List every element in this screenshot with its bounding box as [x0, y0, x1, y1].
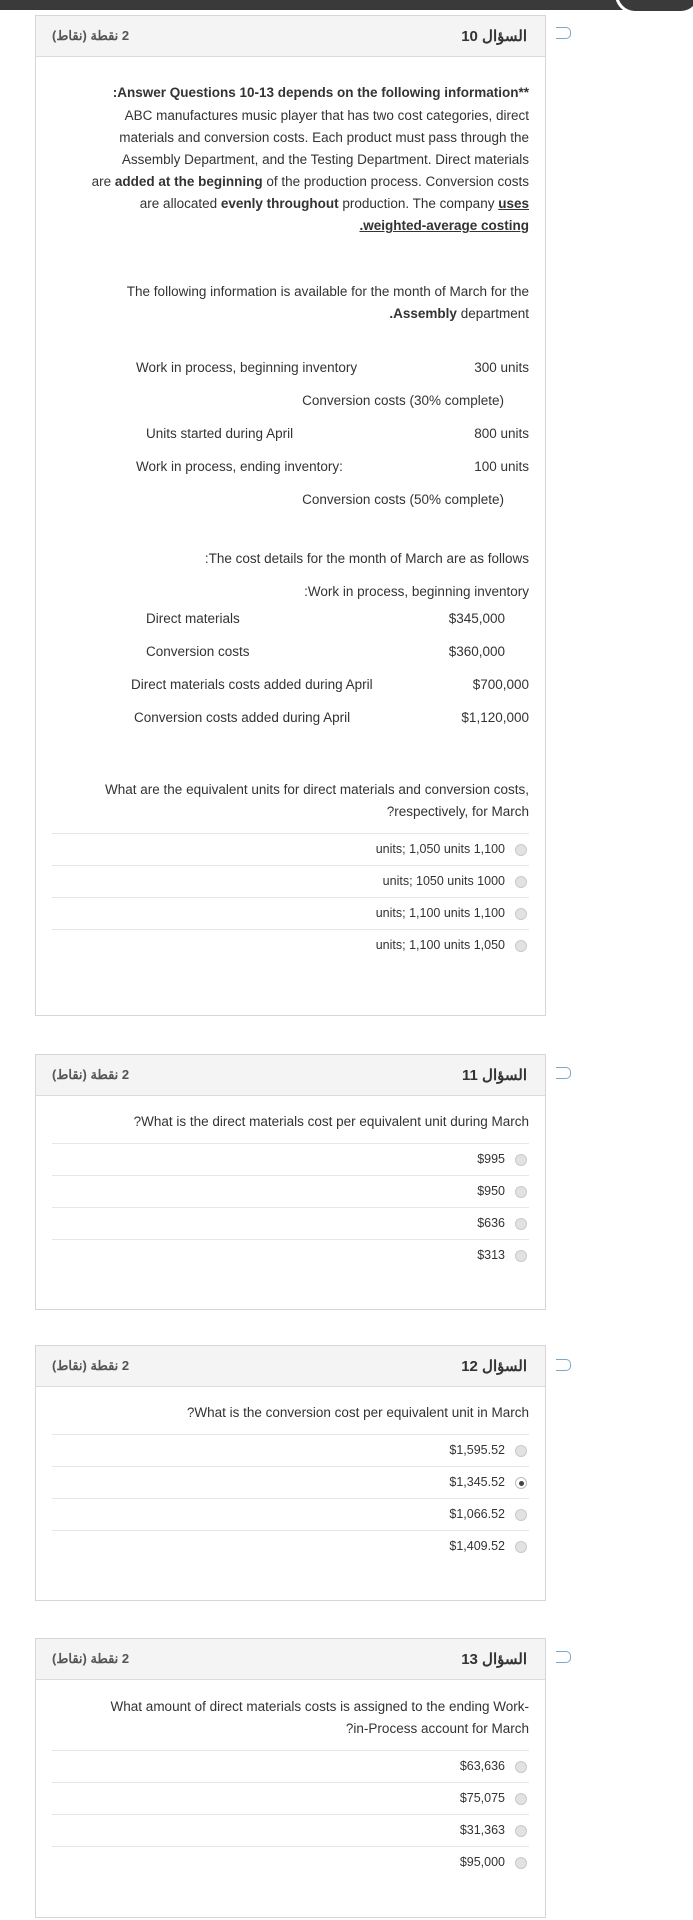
question-13-header — [36, 1639, 545, 1680]
row-label: Conversion costs — [146, 644, 250, 659]
option-label: units; 1,100 units 1,050 — [375, 938, 505, 952]
question-11-card — [35, 1054, 546, 1310]
answer-options — [52, 1434, 529, 1562]
row-value: 800 units — [474, 426, 529, 441]
question-points: 2 نقطة (نقاط) — [52, 1358, 130, 1373]
answer-option[interactable] — [52, 1207, 529, 1239]
answer-option[interactable] — [52, 1846, 529, 1878]
question-text: ?in-Process account for March — [345, 1721, 529, 1736]
intro-heading: :Answer Questions 10-13 depends on the following information** — [112, 85, 529, 100]
radio-button[interactable] — [515, 1825, 527, 1837]
question-title: السؤال 11 — [462, 1067, 527, 1084]
intro-paragraph — [52, 105, 529, 237]
radio-button[interactable] — [515, 1761, 527, 1773]
question-13-card — [35, 1638, 546, 1918]
question-10-header — [36, 16, 545, 57]
answer-option[interactable] — [52, 1530, 529, 1562]
option-label: units; 1,050 units 1,100 — [375, 842, 505, 856]
question-12-header — [36, 1346, 545, 1387]
answer-option[interactable] — [52, 865, 529, 897]
answer-option[interactable] — [52, 1175, 529, 1207]
answer-option[interactable] — [52, 1239, 529, 1271]
radio-button[interactable] — [515, 1218, 527, 1230]
row-value: $345,000 — [448, 611, 505, 626]
question-11-header — [36, 1055, 545, 1096]
cost-row — [52, 636, 529, 669]
question-title: السؤال 10 — [461, 28, 527, 45]
radio-button[interactable] — [515, 940, 527, 952]
radio-button[interactable] — [515, 1445, 527, 1457]
row-label: Work in process, ending inventory: — [136, 459, 343, 474]
cost-table — [52, 603, 529, 735]
row-value: 300 units — [474, 360, 529, 375]
intro-line: ABC manufactures music player that has two cost categories, direct — [124, 108, 529, 123]
top-bar-pill — [615, 0, 693, 14]
option-label: $1,066.52 — [449, 1507, 505, 1521]
text: of the production process. Conversion costs — [262, 174, 529, 189]
row-value: $360,000 — [448, 644, 505, 659]
question-text: What amount of direct materials costs is assigned to the ending Work- — [110, 1699, 529, 1714]
radio-button[interactable] — [515, 1793, 527, 1805]
production-row — [52, 451, 529, 484]
question-text: ?What is the conversion cost per equivalent unit in March — [186, 1405, 529, 1420]
production-row — [52, 352, 529, 385]
intro-line — [52, 193, 529, 215]
option-label: $75,075 — [459, 1791, 505, 1805]
answer-options — [52, 833, 529, 961]
radio-button[interactable] — [515, 1250, 527, 1262]
row-value: $700,000 — [472, 677, 529, 692]
answer-option-selected[interactable] — [52, 1466, 529, 1498]
flag-question-13-icon[interactable] — [556, 1651, 571, 1663]
production-row — [52, 385, 529, 418]
option-label: $63,636 — [459, 1759, 505, 1773]
question-10-card — [35, 15, 546, 1016]
row-label: Units started during April — [146, 426, 294, 441]
option-label: $995 — [477, 1152, 505, 1166]
answer-options — [52, 1750, 529, 1878]
radio-button[interactable] — [515, 844, 527, 856]
answer-option[interactable] — [52, 1143, 529, 1175]
cost-row — [52, 603, 529, 636]
option-label: $31,363 — [459, 1823, 505, 1837]
question-title: السؤال 12 — [461, 1358, 527, 1375]
radio-button[interactable] — [515, 1541, 527, 1553]
radio-button[interactable] — [515, 908, 527, 920]
question-text: ?What is the direct materials cost per equivalent unit during March — [133, 1114, 529, 1129]
production-table — [52, 352, 529, 517]
option-label: $636 — [477, 1216, 505, 1230]
cost-subheading: :Work in process, beginning inventory — [304, 584, 529, 599]
flag-question-10-icon[interactable] — [556, 27, 571, 39]
answer-option[interactable] — [52, 1434, 529, 1466]
production-row — [52, 418, 529, 451]
radio-button[interactable] — [515, 1509, 527, 1521]
answer-options — [52, 1143, 529, 1271]
answer-option[interactable] — [52, 1782, 529, 1814]
option-label: $950 — [477, 1184, 505, 1198]
row-label: Work in process, beginning inventory — [136, 360, 358, 375]
row-label: Conversion costs added during April — [134, 710, 351, 725]
flag-question-11-icon[interactable] — [556, 1067, 571, 1079]
radio-button[interactable] — [515, 1186, 527, 1198]
question-points: 2 نقطة (نقاط) — [52, 1067, 130, 1082]
row-label: Direct materials costs added during April — [131, 677, 373, 692]
row-value: Conversion costs (50% complete) — [302, 492, 504, 507]
answer-option[interactable] — [52, 929, 529, 961]
question-points: 2 نقطة (نقاط) — [52, 1651, 130, 1666]
bold-text: added at the beginning — [114, 174, 263, 189]
production-row — [52, 484, 529, 517]
option-label: $313 — [477, 1248, 505, 1262]
cost-heading: :The cost details for the month of March are as follows — [204, 551, 529, 566]
underlined-text: uses — [498, 196, 529, 211]
answer-option[interactable] — [52, 833, 529, 865]
cost-row — [52, 669, 529, 702]
radio-button[interactable] — [515, 1154, 527, 1166]
option-label: $95,000 — [459, 1855, 505, 1869]
cost-row — [52, 702, 529, 735]
text: are allocated — [139, 196, 221, 211]
text: department — [456, 306, 529, 321]
question-text: What are the equivalent units for direct materials and conversion costs, — [105, 782, 529, 797]
bold-text: evenly throughout — [220, 196, 339, 211]
answer-option[interactable] — [52, 1814, 529, 1846]
info-line: The following information is available for the month of March for the — [126, 284, 529, 299]
intro-line — [52, 171, 529, 193]
bold-text: .Assembly — [389, 306, 457, 321]
row-value: 100 units — [474, 459, 529, 474]
row-label: Direct materials — [146, 611, 240, 626]
underlined-text: .weighted-average costing — [359, 218, 529, 233]
answer-option[interactable] — [52, 1498, 529, 1530]
info-line — [52, 303, 529, 325]
option-label: $1,595.52 — [449, 1443, 505, 1457]
question-text: ?respectively, for March — [386, 804, 529, 819]
answer-option[interactable] — [52, 897, 529, 929]
radio-button[interactable] — [515, 1857, 527, 1869]
question-12-card — [35, 1345, 546, 1601]
flag-question-12-icon[interactable] — [556, 1359, 571, 1371]
option-label: $1,409.52 — [449, 1539, 505, 1553]
row-value: $1,120,000 — [461, 710, 529, 725]
row-value: Conversion costs (30% complete) — [302, 393, 504, 408]
intro-line: Assembly Department, and the Testing Department. Direct materials — [121, 152, 529, 167]
text: are — [91, 174, 115, 189]
question-points: 2 نقطة (نقاط) — [52, 28, 130, 43]
intro-line: materials and conversion costs. Each product must pass through the — [119, 130, 529, 145]
answer-option[interactable] — [52, 1750, 529, 1782]
radio-button[interactable] — [515, 876, 527, 888]
option-label: $1,345.52 — [449, 1475, 505, 1489]
intro-line — [52, 215, 529, 237]
question-title: السؤال 13 — [461, 1651, 527, 1668]
option-label: units; 1050 units 1000 — [382, 874, 505, 888]
option-label: units; 1,100 units 1,100 — [375, 906, 505, 920]
text: production. The company — [338, 196, 499, 211]
top-bar — [0, 0, 693, 10]
radio-button-selected[interactable] — [515, 1477, 527, 1489]
